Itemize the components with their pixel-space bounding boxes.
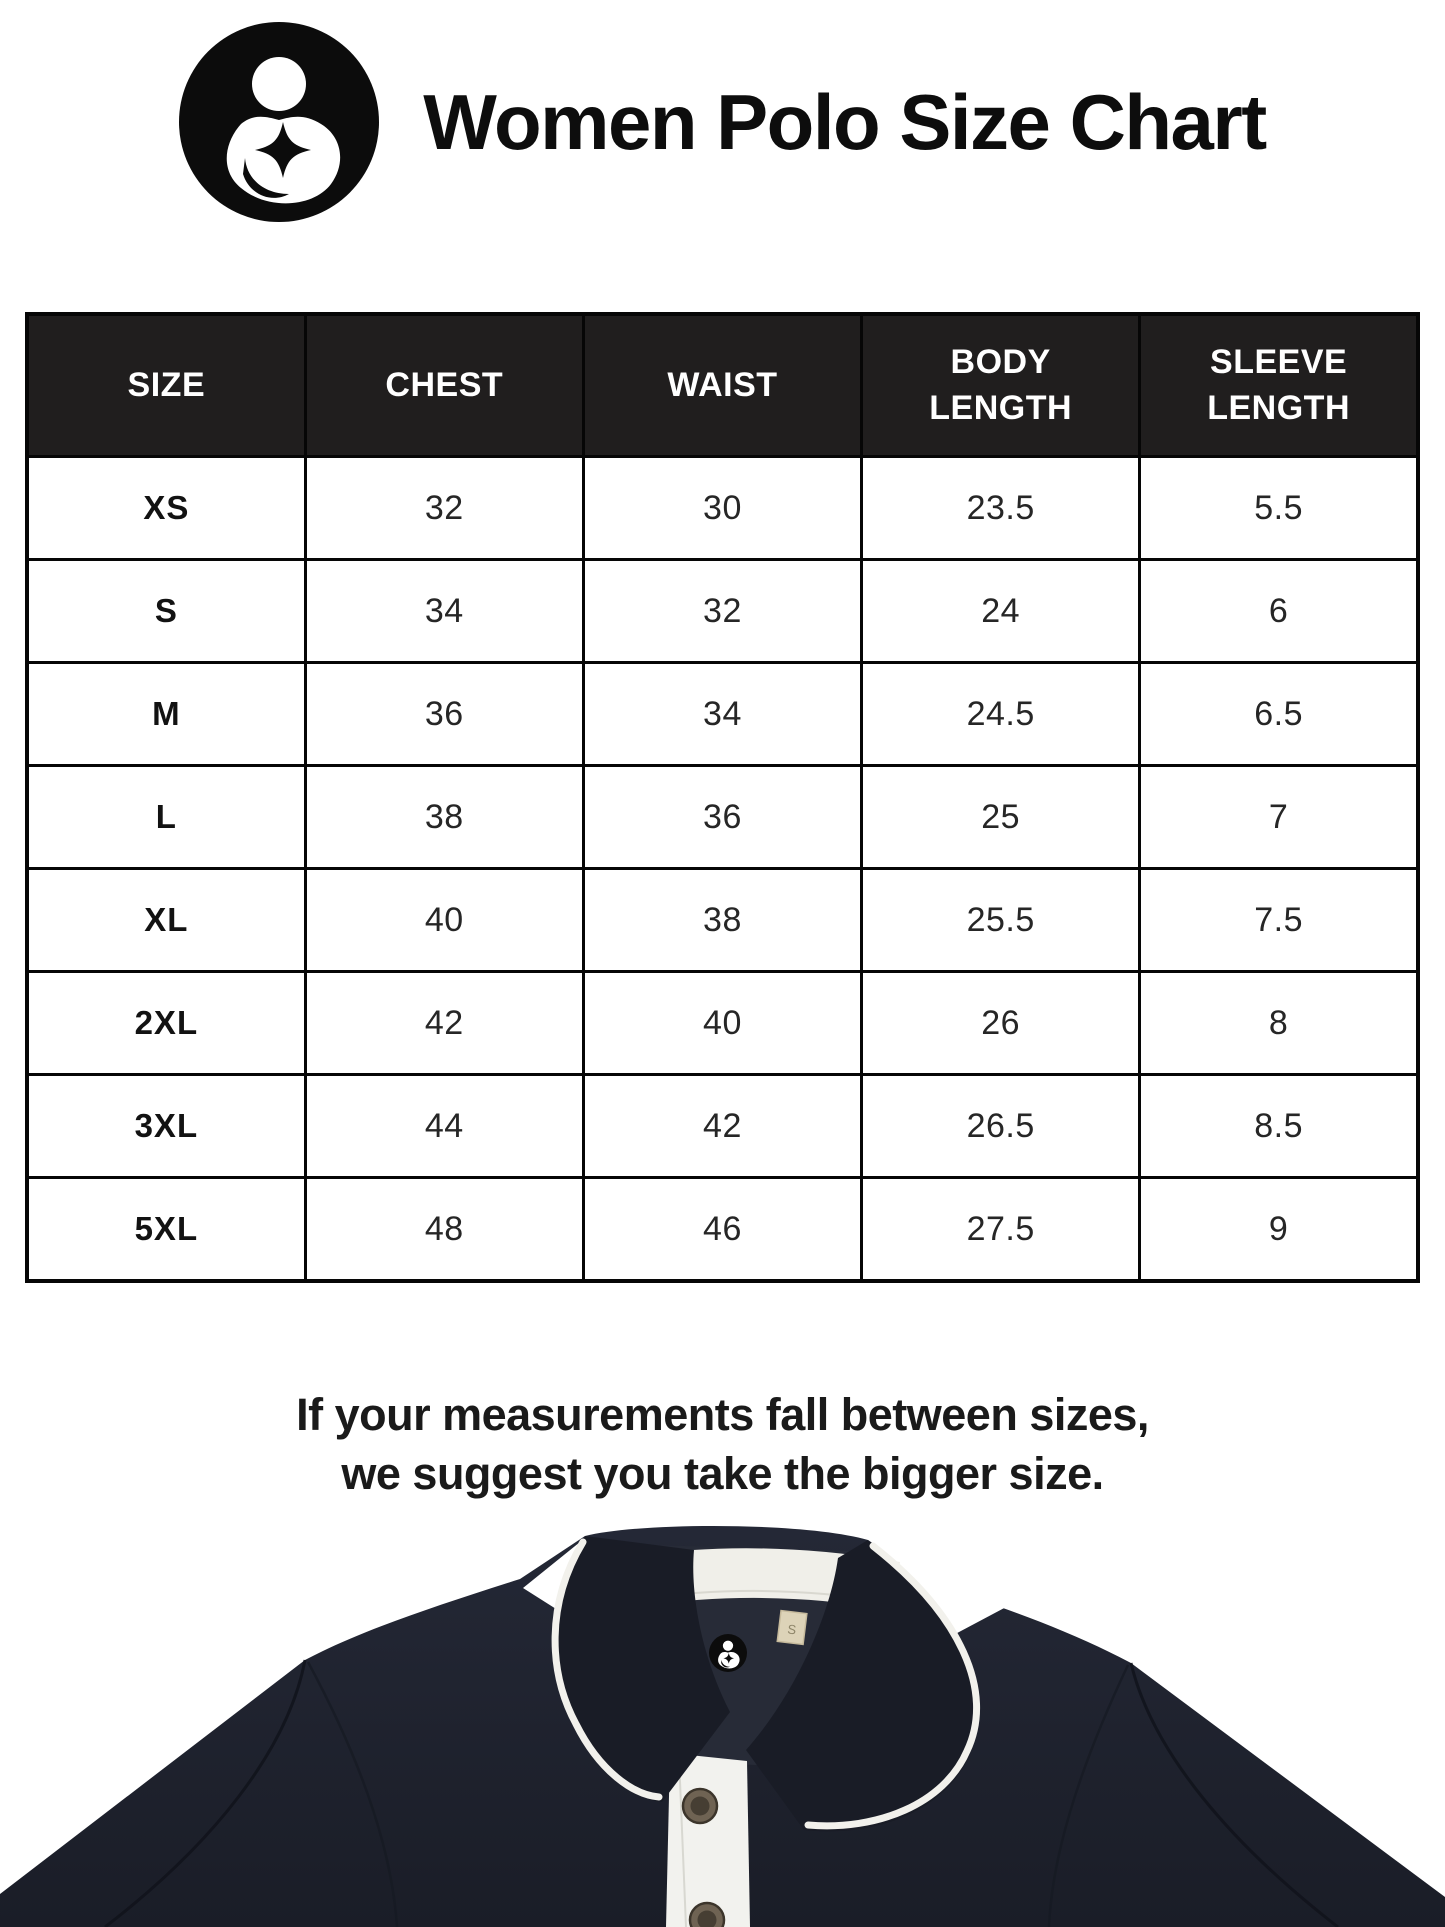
size-tag (777, 1611, 807, 1645)
cell-chest: 34 (305, 560, 583, 663)
page-header (0, 22, 1445, 222)
cell-size: M (27, 663, 305, 766)
cell-waist: 34 (583, 663, 861, 766)
cell-size: 3XL (27, 1075, 305, 1178)
cell-body-length: 25.5 (862, 869, 1140, 972)
cell-waist: 46 (583, 1178, 861, 1282)
cell-sleeve-length: 6.5 (1140, 663, 1418, 766)
placket-button (683, 1789, 717, 1823)
table-row-l (27, 766, 1418, 869)
cell-sleeve-length: 8.5 (1140, 1075, 1418, 1178)
cell-chest: 48 (305, 1178, 583, 1282)
cell-body-length: 24 (862, 560, 1140, 663)
table-row-xs (27, 457, 1418, 560)
column-header-size: SIZE (27, 314, 305, 457)
cell-waist: 36 (583, 766, 861, 869)
table-row-5xl (27, 1178, 1418, 1282)
cell-chest: 44 (305, 1075, 583, 1178)
cell-sleeve-length: 9 (1140, 1178, 1418, 1282)
cell-sleeve-length: 7.5 (1140, 869, 1418, 972)
cell-size: S (27, 560, 305, 663)
fit-note-line1: If your measurements fall between sizes, (296, 1389, 1149, 1440)
cell-body-length: 24.5 (862, 663, 1140, 766)
cell-chest: 36 (305, 663, 583, 766)
cell-body-length: 26 (862, 972, 1140, 1075)
table-row-xl (27, 869, 1418, 972)
polo-shirt-image (0, 1500, 1445, 1927)
fit-note (0, 1386, 1445, 1503)
header-row (27, 314, 1418, 457)
cell-waist: 40 (583, 972, 861, 1075)
cell-sleeve-length: 7 (1140, 766, 1418, 869)
cell-chest: 38 (305, 766, 583, 869)
size-table (25, 312, 1420, 1283)
cell-waist: 30 (583, 457, 861, 560)
cell-waist: 42 (583, 1075, 861, 1178)
cell-waist: 38 (583, 869, 861, 972)
cell-chest: 32 (305, 457, 583, 560)
column-header-sleeve-length: SLEEVE LENGTH (1140, 314, 1418, 457)
placket-button (690, 1903, 724, 1927)
cell-sleeve-length: 5.5 (1140, 457, 1418, 560)
column-header-waist: WAIST (583, 314, 861, 457)
brand-logo-icon (179, 22, 379, 222)
table-row-2xl (27, 972, 1418, 1075)
cell-sleeve-length: 8 (1140, 972, 1418, 1075)
cell-waist: 32 (583, 560, 861, 663)
cell-size: XS (27, 457, 305, 560)
cell-body-length: 26.5 (862, 1075, 1140, 1178)
column-header-body-length: BODY LENGTH (862, 314, 1140, 457)
table-row-3xl (27, 1075, 1418, 1178)
table-row-m (27, 663, 1418, 766)
cell-size: 2XL (27, 972, 305, 1075)
cell-chest: 42 (305, 972, 583, 1075)
table-row-s (27, 560, 1418, 663)
cell-sleeve-length: 6 (1140, 560, 1418, 663)
size-table-header (27, 314, 1418, 457)
cell-body-length: 27.5 (862, 1178, 1140, 1282)
cell-body-length: 23.5 (862, 457, 1140, 560)
size-table-body (27, 457, 1418, 1282)
cell-size: 5XL (27, 1178, 305, 1282)
column-header-chest: CHEST (305, 314, 583, 457)
neck-brand-label-icon (709, 1634, 747, 1672)
page-title: Women Polo Size Chart (423, 77, 1266, 166)
cell-chest: 40 (305, 869, 583, 972)
cell-size: L (27, 766, 305, 869)
fit-note-line2: we suggest you take the bigger size. (341, 1447, 1104, 1499)
size-tag-label: S (786, 1621, 798, 1638)
cell-body-length: 25 (862, 766, 1140, 869)
cell-size: XL (27, 869, 305, 972)
